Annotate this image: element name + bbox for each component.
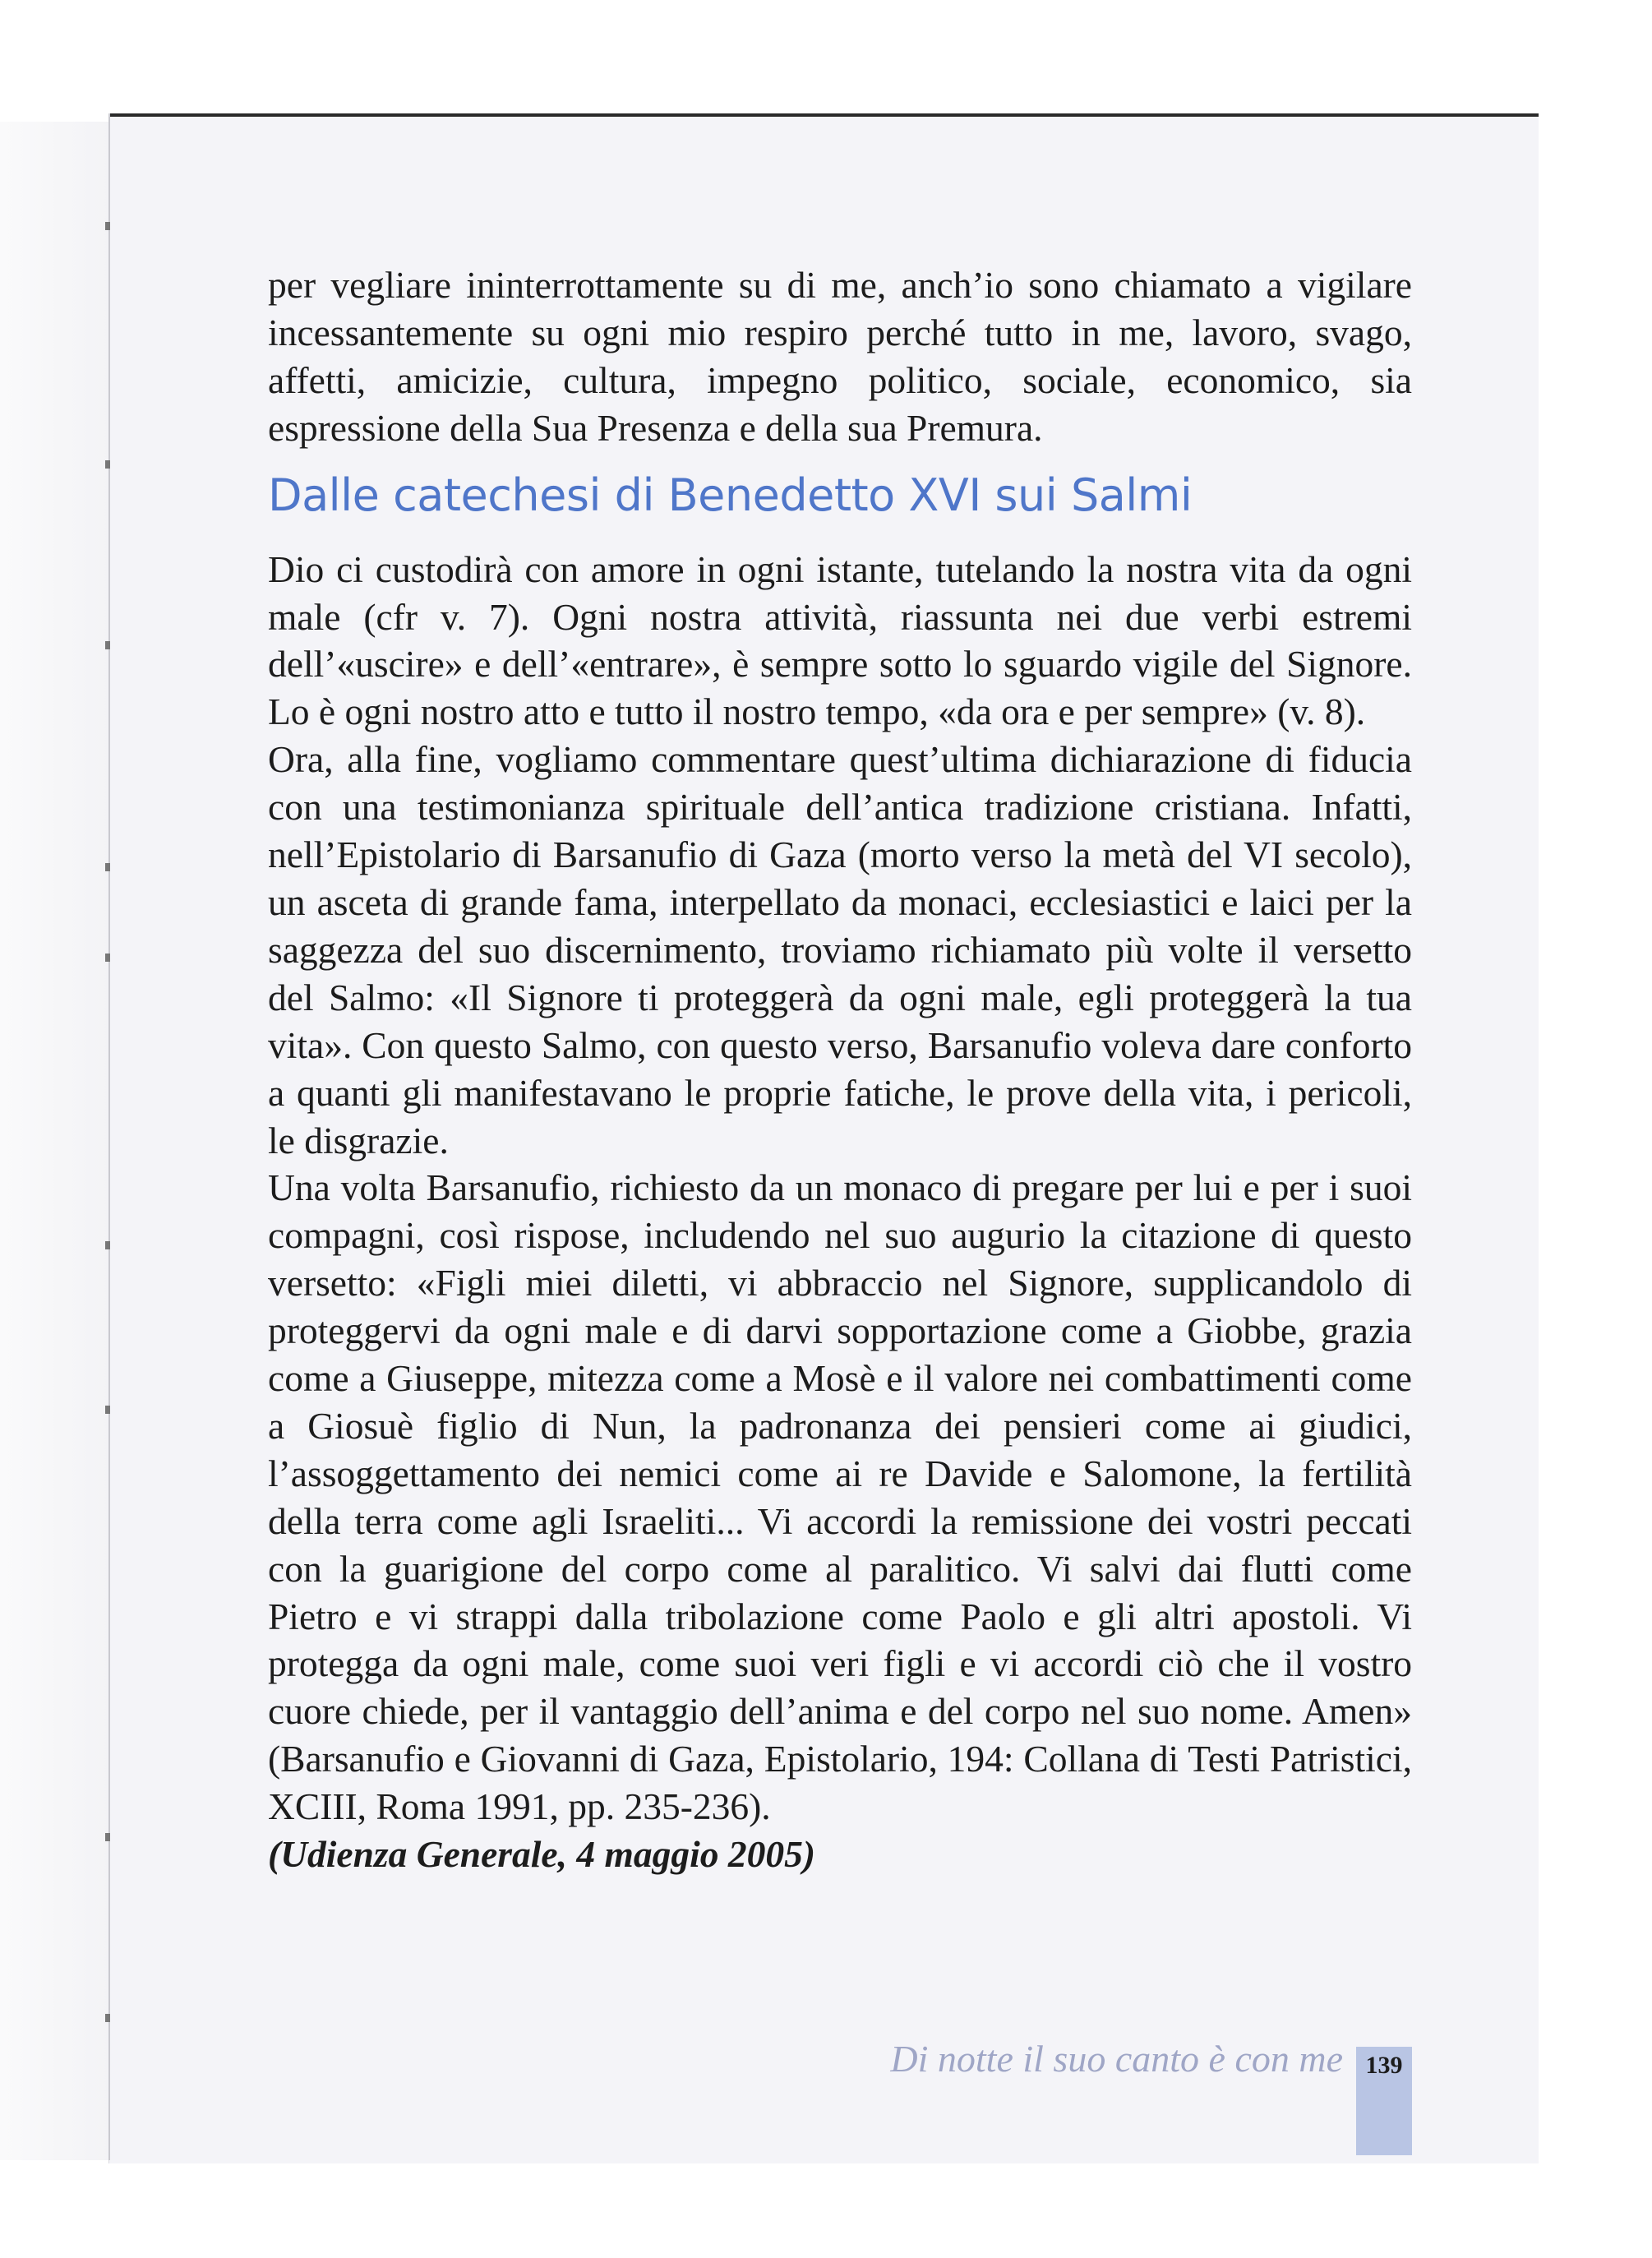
paragraph-2: Dio ci custodirà con amore in ogni istante, tutelando la nostra vita da ogni male (cfr v. 7). Ogni nostra attività, riassunta nei due verbi estremi dell’«uscire» e dell’«entrare», è sempre sotto lo sguardo vigile del Signore. Lo è ogni nostro atto e tutto il nostro tempo, «da ora e per sempre» (v. 8). (268, 547, 1412, 733)
paragraph-3: Ora, alla fine, vogliamo commentare quest’ultima dichiarazione di fiducia con una testimonianza spirituale dell’antica tradizione cristiana. Infatti, nell’Epistolario di Barsanufio di Gaza (morto verso la metà del VI secolo), un asceta di grande fama, interpellato da monaci, ecclesiastici e laici per la saggezza del suo discernimento, troviamo richiamato più volte il versetto del Salmo: «Il Signore ti proteggerà da ogni male, egli proteggerà la tua vita». Con questo Salmo, con questo verso, Barsanufio voleva dare conforto a quanti gli manifestavano le proprie fatiche, le prove della vita, i pericoli, le disgrazie. (268, 738, 1412, 1161)
section-heading: Dalle catechesi di Benedetto XVI sui Salmi (268, 469, 1193, 521)
binding-stitch (105, 2014, 110, 2022)
binding-stitch (105, 222, 110, 230)
scan-background (0, 122, 111, 2160)
paragraph-4: Una volta Barsanufio, richiesto da un monaco di pregare per lui e per i suoi compagni, così rispose, includendo nel suo augurio la citazione di questo versetto: «Figli miei diletti, vi abbraccio nel Signore, supplicandolo di proteggervi da ogni male e di darvi sopportazione come a Giobbe, grazia come a Giuseppe, mitezza come a Mosè e il valore nei combattimenti come a Giosuè figlio di Nun, la padronanza dei pensieri come ai giudici, l’assoggettamento dei nemici come ai re Davide e Salomone, la fertilità della terra come agli Israeliti... Vi accordi la remissione dei vostri peccati con la guarigione del corpo come al paralitico. Vi salvi dai flutti come Pietro e vi strappi dalla tribolazione come Paolo e gli altri apostoli. Vi protegga da ogni male, come suoi veri figli e vi accordi ciò che il vostro cuore chiede, per il vantaggio dell’anima e del corpo nel suo nome. Amen» (Barsanufio e Giovanni di Gaza, Epistolario, 194: Collana di Testi Patristici, XCIII, Roma 1991, pp. 235-236). (268, 1166, 1412, 1828)
binding-stitch (105, 863, 110, 871)
paragraph-1: per vegliare ininterrottamente su di me, anch’io sono chiamato a vigilare incessantemente su ogni mio respiro perché tutto in me, lavoro, svago, affetti, amicizie, cultura, impegno politico, sociale, economico, sia espressione della Sua Presenza e della sua Premura. (268, 264, 1412, 449)
binding-stitch (105, 460, 110, 469)
binding-stitch (105, 1406, 110, 1414)
binding-stitch (105, 641, 110, 649)
binding-stitch (105, 1241, 110, 1249)
book-title-footer: Di notte il suo canto è con me (890, 2038, 1343, 2080)
page-body (268, 261, 1412, 1878)
page-number: 139 (1365, 2052, 1403, 2079)
binding-stitch (105, 954, 110, 962)
binding-stitch (105, 1833, 110, 1841)
page-binding (108, 113, 110, 2160)
citation: (Udienza Generale, 4 maggio 2005) (268, 1833, 816, 1876)
